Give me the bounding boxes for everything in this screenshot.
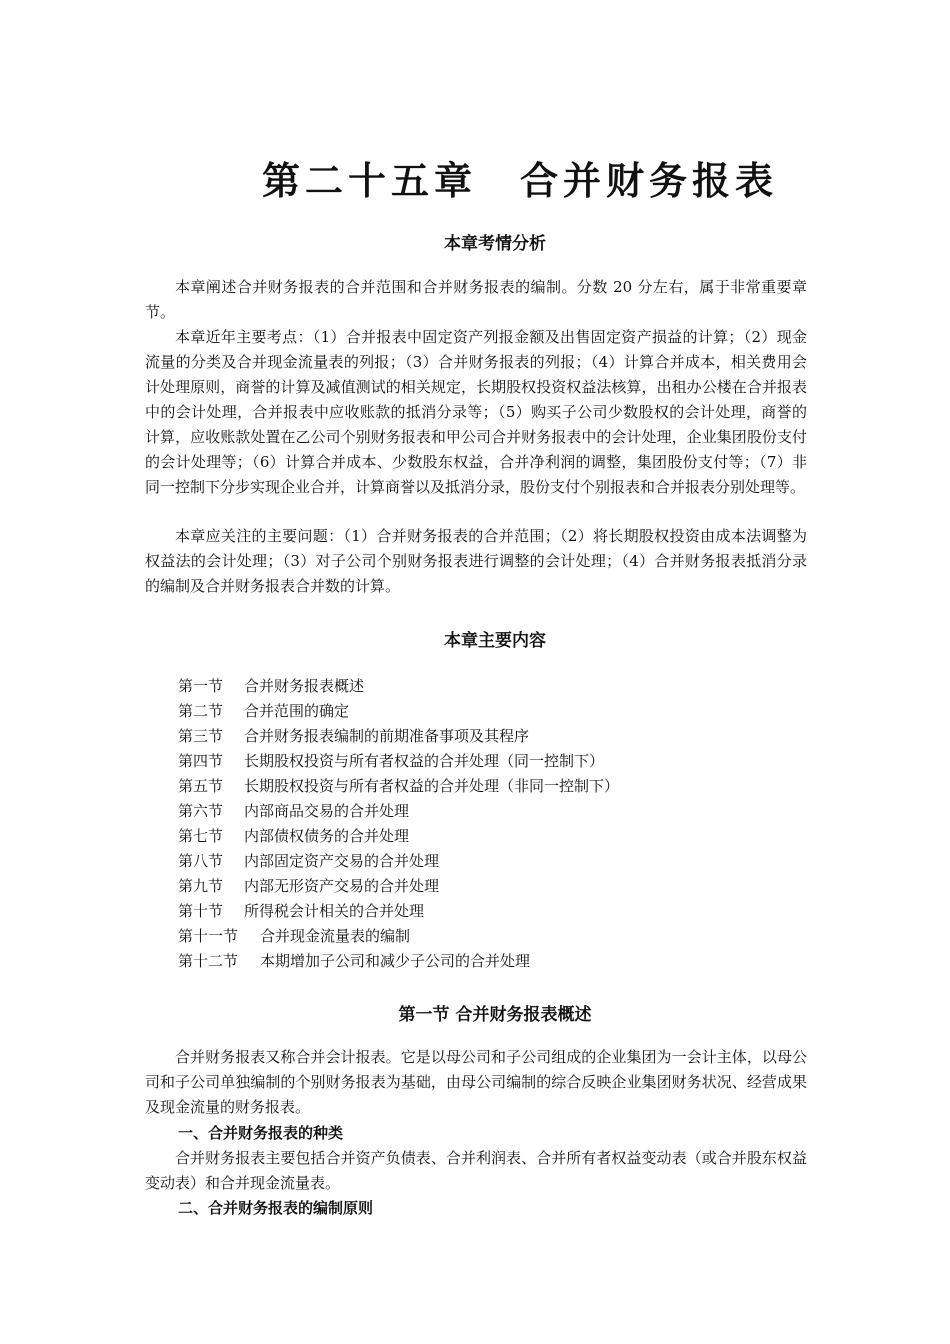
toc-item-title: 内部债权债务的合并处理 <box>244 827 410 845</box>
contents-list <box>178 674 619 974</box>
analysis-heading: 本章考情分析 <box>444 234 546 254</box>
toc-item-number: 第六节 <box>178 802 224 820</box>
subheading-principles: 二、合并财务报表的编制原则 <box>178 1199 374 1217</box>
report-types-paragraph: 合并财务报表主要包括合并资产负债表、合并利润表、合并所有者权益变动表（或合并股东权益变动表）和合并现金流量表。 <box>145 1149 807 1192</box>
toc-item-number: 第二节 <box>178 702 224 720</box>
toc-item-title: 合并财务报表概述 <box>244 677 365 695</box>
toc-item-number: 第五节 <box>178 777 224 795</box>
analysis-paragraph-overview: 本章阐述合并财务报表的合并范围和合并财务报表的编制。分数 20 分左右，属于非常重要章节。 <box>145 278 807 321</box>
toc-item <box>178 799 619 824</box>
toc-item-title: 长期股权投资与所有者权益的合并处理（非同一控制下） <box>244 777 620 795</box>
toc-item-title: 合并财务报表编制的前期准备事项及其程序 <box>244 727 530 745</box>
toc-item-title: 长期股权投资与所有者权益的合并处理（同一控制下） <box>244 752 605 770</box>
toc-item <box>178 949 619 974</box>
contents-heading: 本章主要内容 <box>444 631 546 651</box>
toc-item-title: 本期增加子公司和减少子公司的合并处理 <box>260 952 531 970</box>
chapter-title: 第二十五章 合并财务报表 <box>261 159 778 203</box>
toc-item <box>178 699 619 724</box>
toc-item-number: 第十节 <box>178 902 224 920</box>
toc-item-number: 第十一节 <box>178 927 239 945</box>
toc-item-number: 第十二节 <box>178 952 239 970</box>
toc-item-title: 合并范围的确定 <box>244 702 350 720</box>
toc-item-number: 第四节 <box>178 752 224 770</box>
toc-item-title: 内部商品交易的合并处理 <box>244 802 410 820</box>
toc-item <box>178 899 619 924</box>
toc-item-number: 第九节 <box>178 877 224 895</box>
toc-item <box>178 774 619 799</box>
toc-item-number: 第八节 <box>178 852 224 870</box>
analysis-paragraph-focus: 本章应关注的主要问题：（1）合并财务报表的合并范围；（2）将长期股权投资由成本法调整为权益法的会计处理；（3）对子公司个别财务报表进行调整的会计处理；（4）合并财务报表抵消分录的编制及合并财务报表合并数的计算。 <box>145 527 807 595</box>
subheading-report-types: 一、合并财务报表的种类 <box>178 1124 344 1142</box>
section1-intro-paragraph: 合并财务报表又称合并会计报表。它是以母公司和子公司组成的企业集团为一会计主体，以母公司和子公司单独编制的个别财务报表为基础，由母公司编制的综合反映企业集团财务状况、经营成果及现金流量的财务报表。 <box>145 1048 807 1116</box>
toc-item-title: 合并现金流量表的编制 <box>260 927 411 945</box>
toc-item <box>178 874 619 899</box>
toc-item-title: 所得税会计相关的合并处理 <box>244 902 425 920</box>
toc-item <box>178 674 619 699</box>
toc-item <box>178 924 619 949</box>
toc-item-title: 内部无形资产交易的合并处理 <box>244 877 440 895</box>
toc-item <box>178 849 619 874</box>
section1-heading: 第一节 合并财务报表概述 <box>398 1005 592 1025</box>
toc-item <box>178 824 619 849</box>
toc-item-title: 内部固定资产交易的合并处理 <box>244 852 440 870</box>
toc-item <box>178 749 619 774</box>
toc-item-number: 第七节 <box>178 827 224 845</box>
analysis-paragraph-key-points: 本章近年主要考点：（1）合并报表中固定资产列报金额及出售固定资产损益的计算；（2）现金流量的分类及合并现金流量表的列报；（3）合并财务报表的列报；（4）计算合并成本，相关费用会计处理原则，商誉的计算及减值测试的相关规定，长期股权投资权益法核算，出租办公楼在合并报表中的会计处理，合并报表中应收账款的抵消分录等；（5）购买子公司少数股权的会计处理，商誉的计算，应收账款处置在乙公司个别财务报表和甲公司合并财务报表中的会计处理，企业集团股份支付的会计处理等；（6）计算合并成本、少数股东权益，合并净利润的调整，集团股份支付等；（7）非同一控制下分步实现企业合并，计算商誉以及抵消分录，股份支付个别报表和合并报表分别处理等。 <box>145 328 807 496</box>
toc-item-number: 第三节 <box>178 727 224 745</box>
toc-item <box>178 724 619 749</box>
toc-item-number: 第一节 <box>178 677 224 695</box>
